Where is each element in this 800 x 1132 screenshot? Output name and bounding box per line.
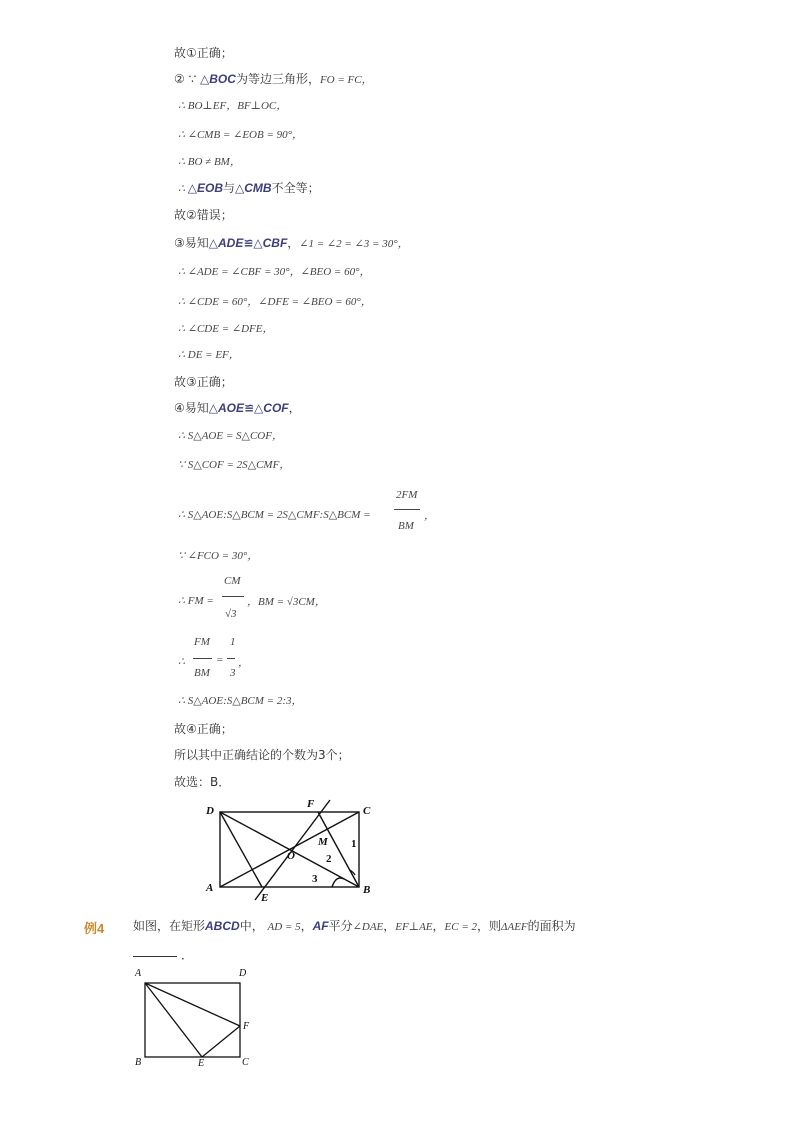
line-9: ∴ ∠ADE = ∠CBF = 30°，∠BEO = 60°， bbox=[178, 266, 371, 278]
text: ， bbox=[432, 919, 445, 933]
label-f: F bbox=[243, 1021, 250, 1032]
fraction-bar bbox=[222, 596, 244, 597]
line-21: ∴ S△AOE:S△BCM = 2:3， bbox=[178, 695, 303, 707]
text: 如图，在矩形 bbox=[133, 919, 206, 933]
fraction-denominator: BM bbox=[194, 667, 210, 679]
line-6 bbox=[178, 180, 320, 197]
math: ∠1 = ∠2 = ∠3 = 30°， bbox=[299, 238, 409, 250]
line-17: ∴ S△AOE:S△BCM = 2S△CMF:S△BCM = bbox=[178, 509, 371, 521]
line-13: 故③正确； bbox=[174, 375, 233, 389]
math: EC = 2 bbox=[444, 921, 478, 933]
line-3: ∴ BO⊥EF，BF⊥OC， bbox=[178, 100, 288, 112]
line-19: ∴ FM = bbox=[178, 595, 214, 607]
label-o: O bbox=[287, 850, 295, 862]
label-angle-1: 1 bbox=[351, 838, 357, 850]
fraction-bar bbox=[193, 658, 212, 659]
segment-name: AF bbox=[312, 919, 329, 933]
text: 为等边三角形， bbox=[235, 72, 320, 86]
math: ，BM = √3CM， bbox=[247, 596, 326, 608]
fraction-numerator: 1 bbox=[230, 636, 236, 648]
text: ， bbox=[288, 401, 301, 415]
text: ， bbox=[383, 919, 396, 933]
math: ∠DAE bbox=[352, 921, 384, 933]
congruence: △ADE≌△CBF bbox=[208, 236, 288, 250]
label-e: E bbox=[261, 892, 269, 904]
line-14 bbox=[174, 400, 301, 416]
fraction-denominator: √3 bbox=[225, 608, 237, 620]
text: ，则 bbox=[477, 919, 502, 933]
label-d: D bbox=[206, 805, 214, 817]
line-16: ∵ S△COF = 2S△CMF， bbox=[178, 459, 291, 471]
line-4: ∴ ∠CMB = ∠EOB = 90°， bbox=[178, 129, 304, 141]
line-2 bbox=[174, 71, 373, 88]
angle-arc-3 bbox=[332, 878, 344, 887]
line-22: 故④正确； bbox=[174, 722, 233, 736]
label-a: A bbox=[135, 968, 142, 979]
math: = bbox=[216, 654, 224, 666]
line-18: ∵ ∠FCO = 30°， bbox=[178, 550, 259, 562]
text: 不全等； bbox=[271, 181, 320, 195]
triangle-ref: △CMB bbox=[235, 181, 272, 195]
geometry-figure-1 bbox=[200, 795, 390, 905]
answer-blank bbox=[133, 956, 177, 957]
line-10: ∴ ∠CDE = 60°，∠DFE = ∠BEO = 60°， bbox=[178, 296, 372, 308]
triangle-ref: △EOB bbox=[187, 181, 223, 195]
segment-af bbox=[145, 983, 240, 1026]
label-d: D bbox=[239, 968, 247, 979]
label-c: C bbox=[363, 805, 371, 817]
math: FO = FC， bbox=[319, 74, 373, 86]
line-8 bbox=[174, 235, 409, 252]
example-question bbox=[133, 918, 576, 935]
math: ∴ bbox=[178, 183, 188, 195]
fraction-numerator: CM bbox=[224, 575, 241, 587]
geometry-figure-2 bbox=[130, 963, 260, 1073]
label-angle-3: 3 bbox=[312, 873, 318, 885]
math: ΔAEF bbox=[501, 921, 528, 933]
line-1: 故①正确； bbox=[174, 46, 233, 60]
example-label: 例4 bbox=[84, 921, 105, 936]
label-a: A bbox=[206, 882, 214, 894]
punctuation: ， bbox=[424, 510, 435, 522]
text: ， bbox=[287, 236, 300, 250]
text: ， bbox=[300, 919, 313, 933]
text: 中， bbox=[239, 919, 264, 933]
congruence: △AOE≌△COF bbox=[208, 401, 289, 415]
line-20: ∴ bbox=[178, 656, 185, 668]
text: ③易知 bbox=[174, 236, 209, 250]
fraction-bar bbox=[394, 509, 420, 510]
line-24: 故选：B． bbox=[174, 775, 231, 789]
math: EF⊥AE bbox=[395, 921, 433, 933]
label-b: B bbox=[135, 1057, 142, 1068]
fraction-denominator: BM bbox=[398, 520, 414, 532]
text: 与 bbox=[222, 181, 235, 195]
triangle-ref: △BOC bbox=[200, 72, 236, 86]
fraction-bar bbox=[227, 658, 235, 659]
label-c: C bbox=[242, 1057, 249, 1068]
label-e: E bbox=[198, 1058, 205, 1069]
text: ② ∵ bbox=[174, 72, 201, 86]
answer-blank-end: ． bbox=[181, 948, 194, 962]
rect-name: ABCD bbox=[205, 919, 240, 933]
line-15: ∴ S△AOE = S△COF， bbox=[178, 430, 283, 442]
line-5: ∴ BO ≠ BM， bbox=[178, 156, 241, 168]
fraction-numerator: FM bbox=[194, 636, 210, 648]
line-12: ∴ DE = EF， bbox=[178, 349, 240, 361]
segment-ae bbox=[145, 983, 202, 1057]
line-7: 故②错误； bbox=[174, 208, 233, 222]
label-f: F bbox=[307, 798, 315, 810]
text: ④易知 bbox=[174, 401, 209, 415]
segment-ef bbox=[202, 1026, 240, 1057]
math: AD = 5 bbox=[267, 921, 301, 933]
text: 平分 bbox=[328, 919, 353, 933]
line-23: 所以其中正确结论的个数为3个； bbox=[174, 748, 350, 762]
fraction-denominator: 3 bbox=[230, 667, 236, 679]
punctuation: ， bbox=[238, 657, 249, 669]
label-b: B bbox=[363, 884, 371, 896]
label-m: M bbox=[318, 836, 328, 848]
line-11: ∴ ∠CDE = ∠DFE， bbox=[178, 323, 274, 335]
text: 的面积为 bbox=[527, 919, 576, 933]
fraction-numerator: 2FM bbox=[396, 489, 418, 501]
label-angle-2: 2 bbox=[326, 853, 332, 865]
